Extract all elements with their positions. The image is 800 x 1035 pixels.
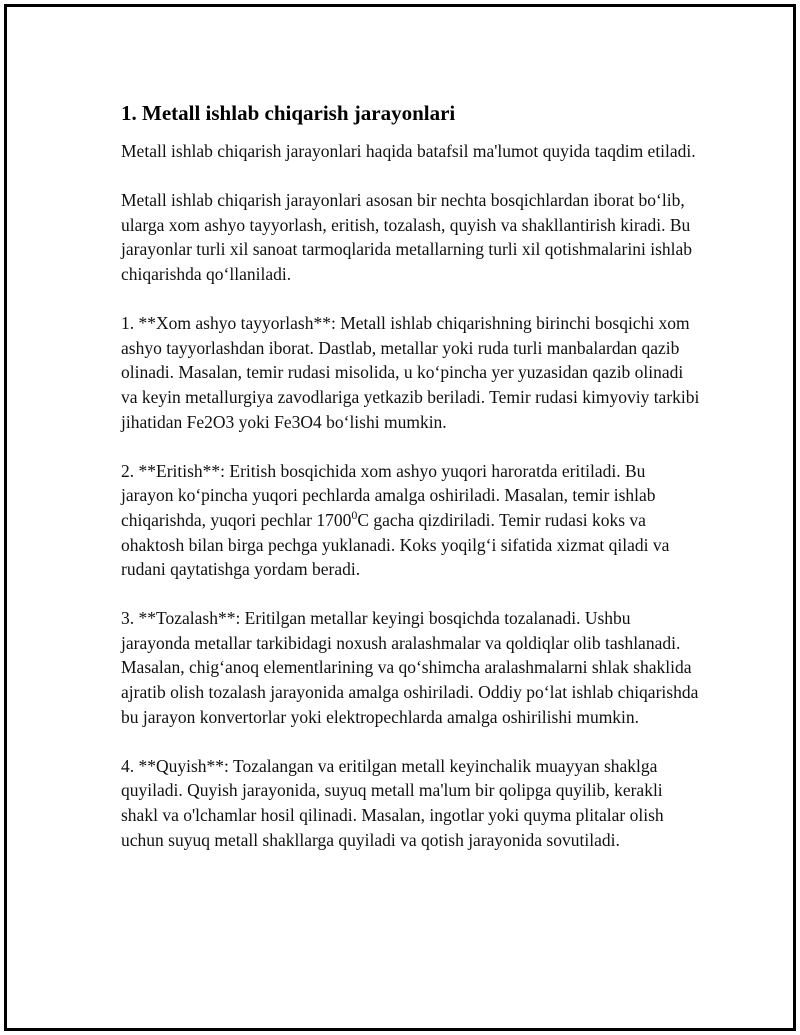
step-paragraph-refining: 3. **Tozalash**: Eritilgan metallar keyingi bosqichda tozalanadi. Ushbu jarayonda metallar tarkibidagi noxush aralashmalar va qoldiqlar olib tashlanadi. Masalan, chig‘anoq elementlarining va qo‘shimcha aralashmalarni shlak shaklida ajratib olish tozalash jarayonida amalga oshiriladi. Oddiy po‘lat ishlab chiqarishda bu jarayon konvertorlar yoki elektropechlarda amalga oshirilishi mumkin. — [121, 608, 699, 727]
melting-text-after: C gacha qizdiriladi. Temir rudasi koks va ohaktosh bilan birga pechga yuklanadi. Koks yoqilg‘i sifatida xizmat qiladi va rudani qaytatishga yordam beradi. — [121, 509, 670, 580]
melting-text-before: 2. **Eritish**: Eritish bosqichida xom ashyo yuqori haroratda eritiladi. Bu jarayon ko‘pincha yuqori pechlarda amalga oshiriladi. Masalan, temir ishlab chiqarishda, yuqori pechlar 1700 — [121, 460, 656, 530]
overview-paragraph: Metall ishlab chiqarish jarayonlari asosan bir nechta bosqichlardan iborat bo‘lib, ularga xom ashyo tayyorlash, eritish, tozalash, quyish va shakllantirish kiradi. Bu jarayonlar turli xil sanoat tarmoqlarida metallarning turli xil qotishmalarini ishlab chiqarishda qo‘llaniladi. — [121, 190, 693, 284]
step-paragraph-casting: 4. **Quyish**: Tozalangan va eritilgan metall keyinchalik muayyan shaklga quyiladi. Quyish jarayonida, suyuq metall ma'lum bir qolipga quyilib, kerakli shakl va o'lchamlar hosil qilinadi. Masalan, ingotlar yoki quyma plitalar olish uchun suyuq metall shakllarga quyiladi va qotish jarayonida sovutiladi. — [121, 755, 664, 850]
section-heading: 1. Metall ishlab chiqarish jarayonlari — [121, 101, 456, 125]
page-frame — [4, 4, 796, 1031]
document-body — [121, 99, 701, 852]
intro-paragraph: Metall ishlab chiqarish jarayonlari haqida batafsil ma'lumot quyida taqdim etiladi. — [121, 141, 696, 161]
degree-superscript: 0 — [351, 508, 358, 523]
step-paragraph-raw-materials: 1. **Xom ashyo tayyorlash**: Metall ishlab chiqarishning birinchi bosqichi xom ashyo tayyorlashdan iborat. Dastlab, metallar yoki ruda turli manbalardan qazib olinadi. Masalan, temir rudasi misolida, u ko‘pincha yer yuzasidan qazib olinadi va keyin metallurgiya zavodlariga yetkazib beriladi. Temir rudasi kimyoviy tarkibi jihatidan Fe2O3 yoki Fe3O4 bo‘lishi mumkin. — [121, 313, 700, 432]
step-paragraph-melting — [121, 459, 701, 582]
